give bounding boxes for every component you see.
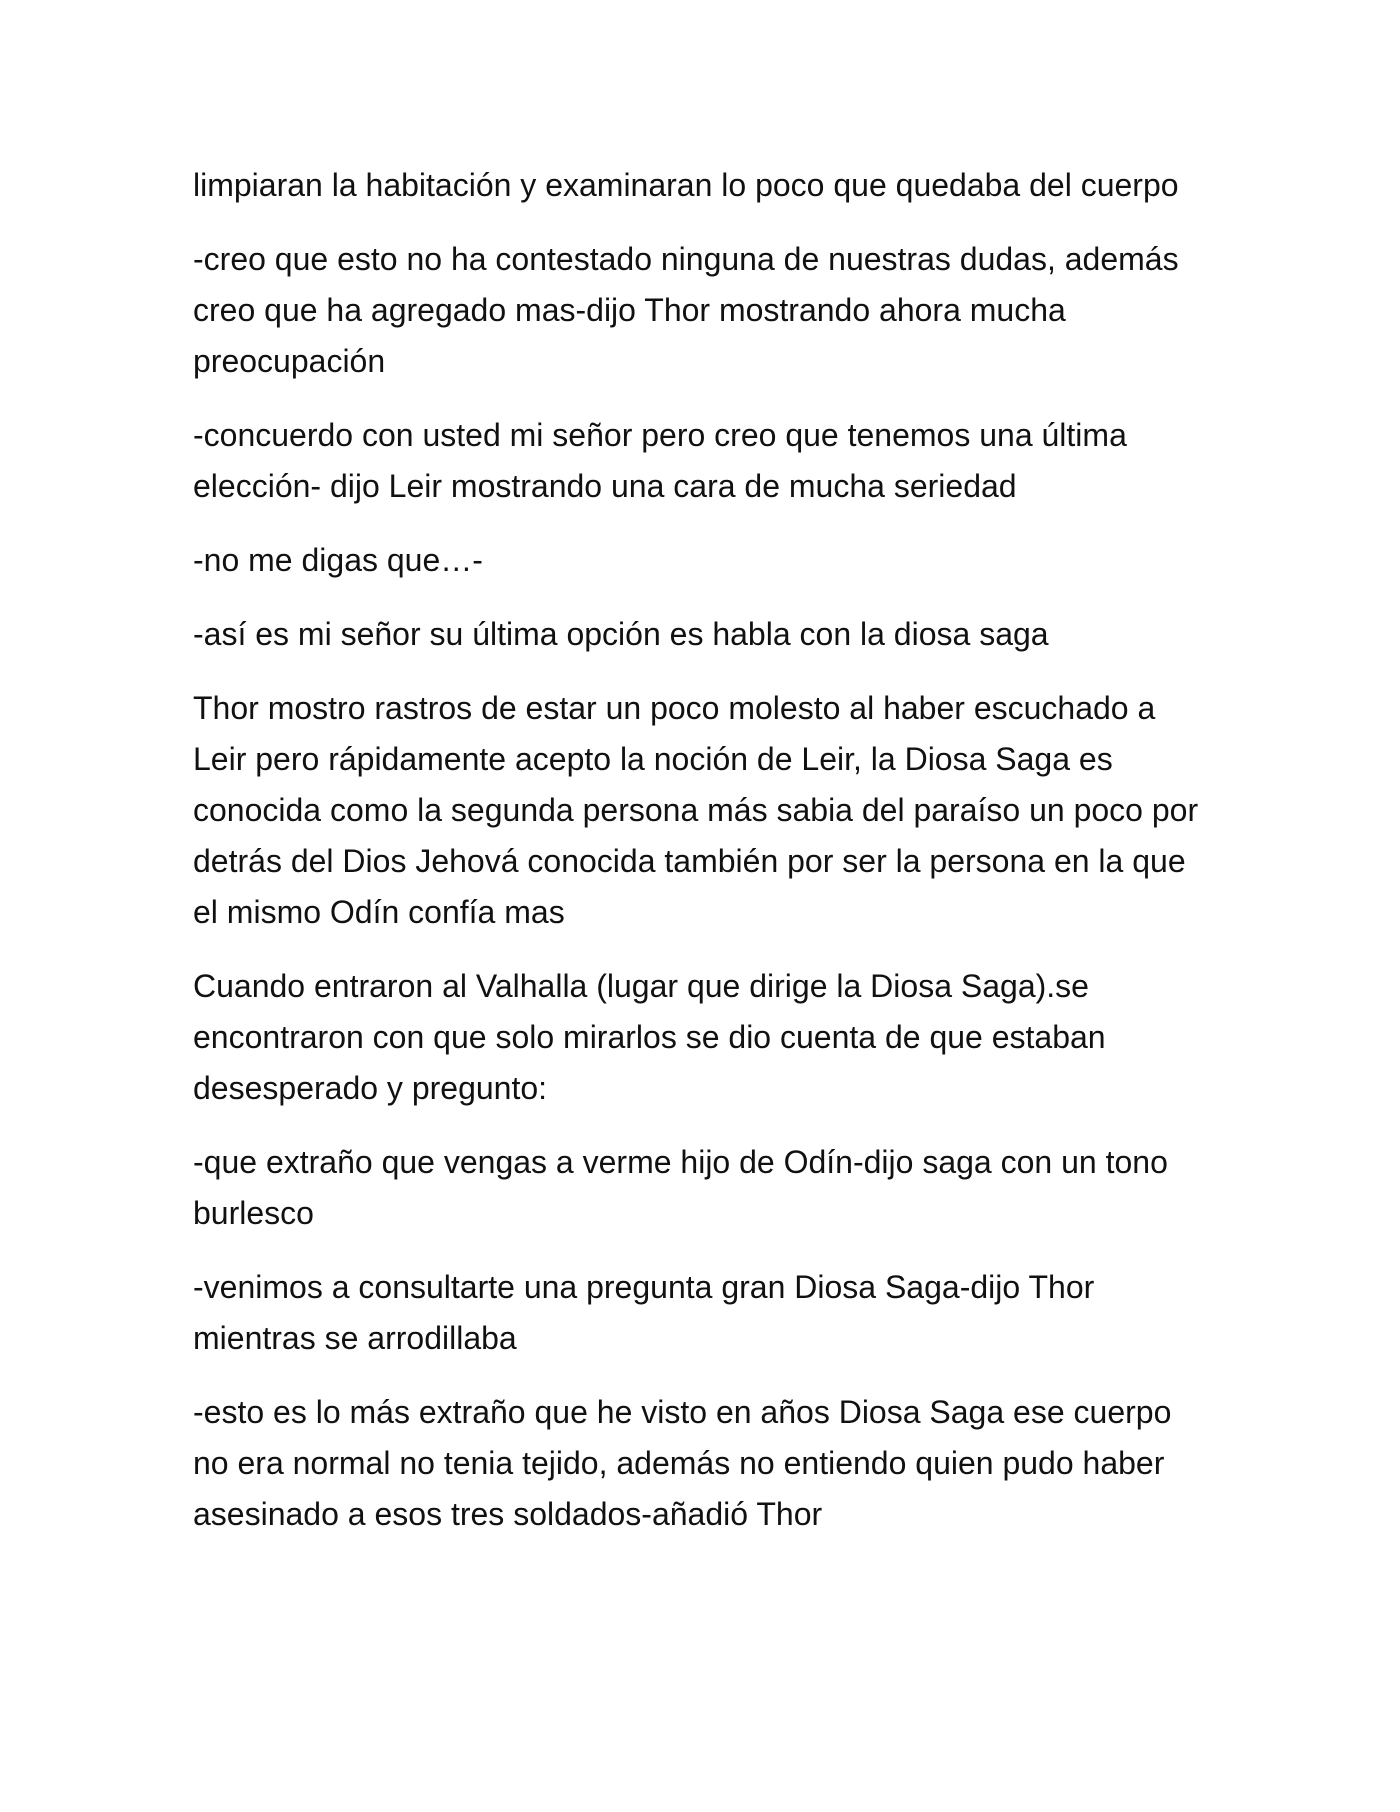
paragraph: -creo que esto no ha contestado ninguna de nuestras dudas, además creo que ha agregado mas-dijo Thor mostrando ahora mucha preocupación <box>193 241 1179 379</box>
paragraph: -que extraño que vengas a verme hijo de Odín-dijo saga con un tono burlesco <box>193 1144 1168 1231</box>
paragraph: -así es mi señor su última opción es habla con la diosa saga <box>193 616 1049 652</box>
paragraph: limpiaran la habitación y examinaran lo poco que quedaba del cuerpo <box>193 167 1179 203</box>
paragraph: Cuando entraron al Valhalla (lugar que dirige la Diosa Saga).se encontraron con que solo mirarlos se dio cuenta de que estaban desesperado y pregunto: <box>193 968 1106 1106</box>
paragraph: -esto es lo más extraño que he visto en años Diosa Saga ese cuerpo no era normal no tenia tejido, además no entiendo quien pudo haber asesinado a esos tres soldados-añadió Thor <box>193 1394 1172 1532</box>
paragraph: -no me digas que…- <box>193 542 483 578</box>
paragraph: -concuerdo con usted mi señor pero creo que tenemos una última elección- dijo Leir mostrando una cara de mucha seriedad <box>193 417 1127 504</box>
paragraph: -venimos a consultarte una pregunta gran Diosa Saga-dijo Thor mientras se arrodillaba <box>193 1269 1095 1356</box>
document-body <box>193 160 1213 1563</box>
paragraph: Thor mostro rastros de estar un poco molesto al haber escuchado a Leir pero rápidamente acepto la noción de Leir, la Diosa Saga es conocida como la segunda persona más sabia del paraíso un poco por detrás del Dios Jehová conocida también por ser la persona en la que el mismo Odín confía mas <box>193 690 1199 930</box>
